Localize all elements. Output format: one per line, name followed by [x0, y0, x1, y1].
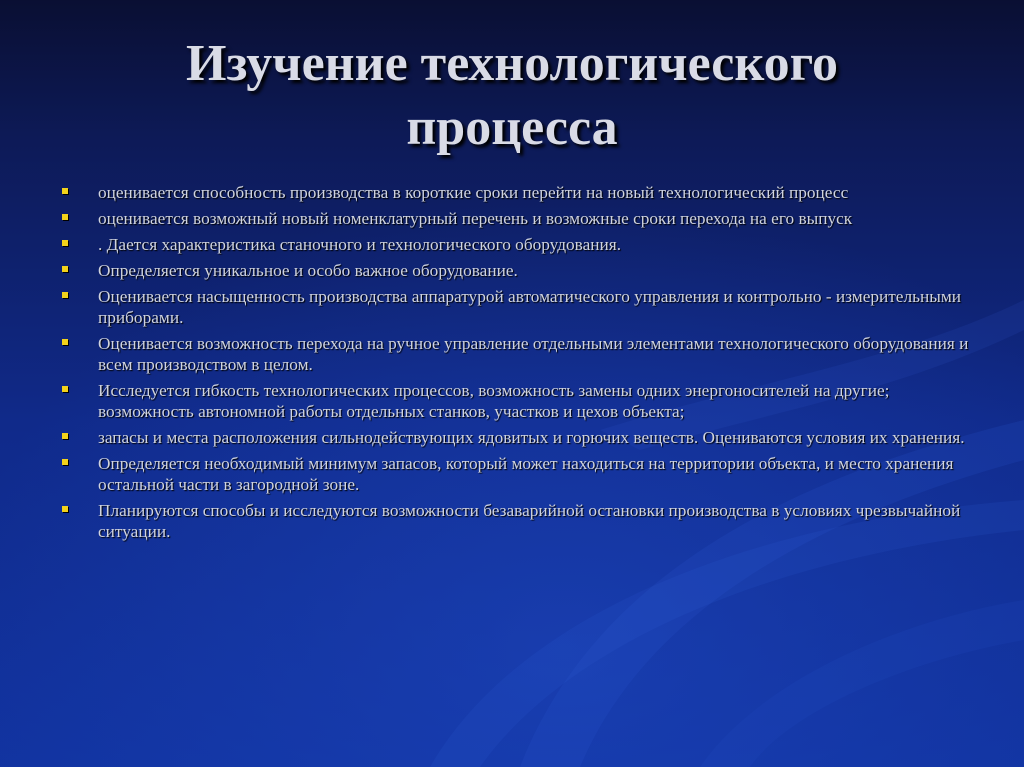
slide-title-line-1: Изучение технологического	[186, 35, 838, 92]
bullet-text: Планируются способы и исследуются возможности безаварийной остановки производства в условиях чрезвычайной ситуации.	[98, 501, 961, 541]
bullet-item	[58, 260, 973, 281]
bullet-item	[58, 500, 973, 542]
bullet-text: оценивается возможный новый номенклатурный перечень и возможные сроки перехода на его выпуск	[98, 209, 853, 228]
bullet-text: Определяется необходимый минимум запасов, который может находиться на территории объекта, и место хранения остальной части в загородной зоне.	[98, 454, 954, 494]
bullet-item	[58, 380, 973, 422]
bullet-item	[58, 286, 973, 328]
bullet-text: Исследуется гибкость технологических процессов, возможность замены одних энергоносителей на другие; возможность автономной работы отдельных станков, участков и цехов объекта;	[98, 381, 890, 421]
bullet-text: Оценивается насыщенность производства аппаратурой автоматического управления и контрольно - измерительными приборами.	[98, 287, 962, 327]
square-bullet-icon	[62, 506, 68, 512]
bullet-item	[58, 427, 973, 448]
bullet-item	[58, 234, 973, 255]
square-bullet-icon	[62, 188, 68, 194]
bullet-text: оценивается способность производства в короткие сроки перейти на новый технологический процесс	[98, 183, 849, 202]
bullet-item	[58, 333, 973, 375]
bullet-text: запасы и места расположения сильнодействующих ядовитых и горючих веществ. Оцениваются условия их хранения.	[98, 428, 965, 447]
square-bullet-icon	[62, 214, 68, 220]
slide-title	[60, 32, 964, 160]
bullet-item	[58, 208, 973, 229]
square-bullet-icon	[62, 339, 68, 345]
square-bullet-icon	[62, 386, 68, 392]
bullet-list	[58, 182, 973, 547]
square-bullet-icon	[62, 459, 68, 465]
slide-title-line-2: процесса	[406, 99, 618, 156]
bullet-item	[58, 453, 973, 495]
square-bullet-icon	[62, 433, 68, 439]
square-bullet-icon	[62, 266, 68, 272]
bullet-text: Оценивается возможность перехода на ручное управление отдельными элементами технологического оборудования и всем производством в целом.	[98, 334, 969, 374]
bullet-item	[58, 182, 973, 203]
bullet-text: . Дается характеристика станочного и технологического оборудования.	[98, 235, 622, 254]
bullet-text: Определяется уникальное и особо важное оборудование.	[98, 261, 518, 280]
square-bullet-icon	[62, 292, 68, 298]
square-bullet-icon	[62, 240, 68, 246]
